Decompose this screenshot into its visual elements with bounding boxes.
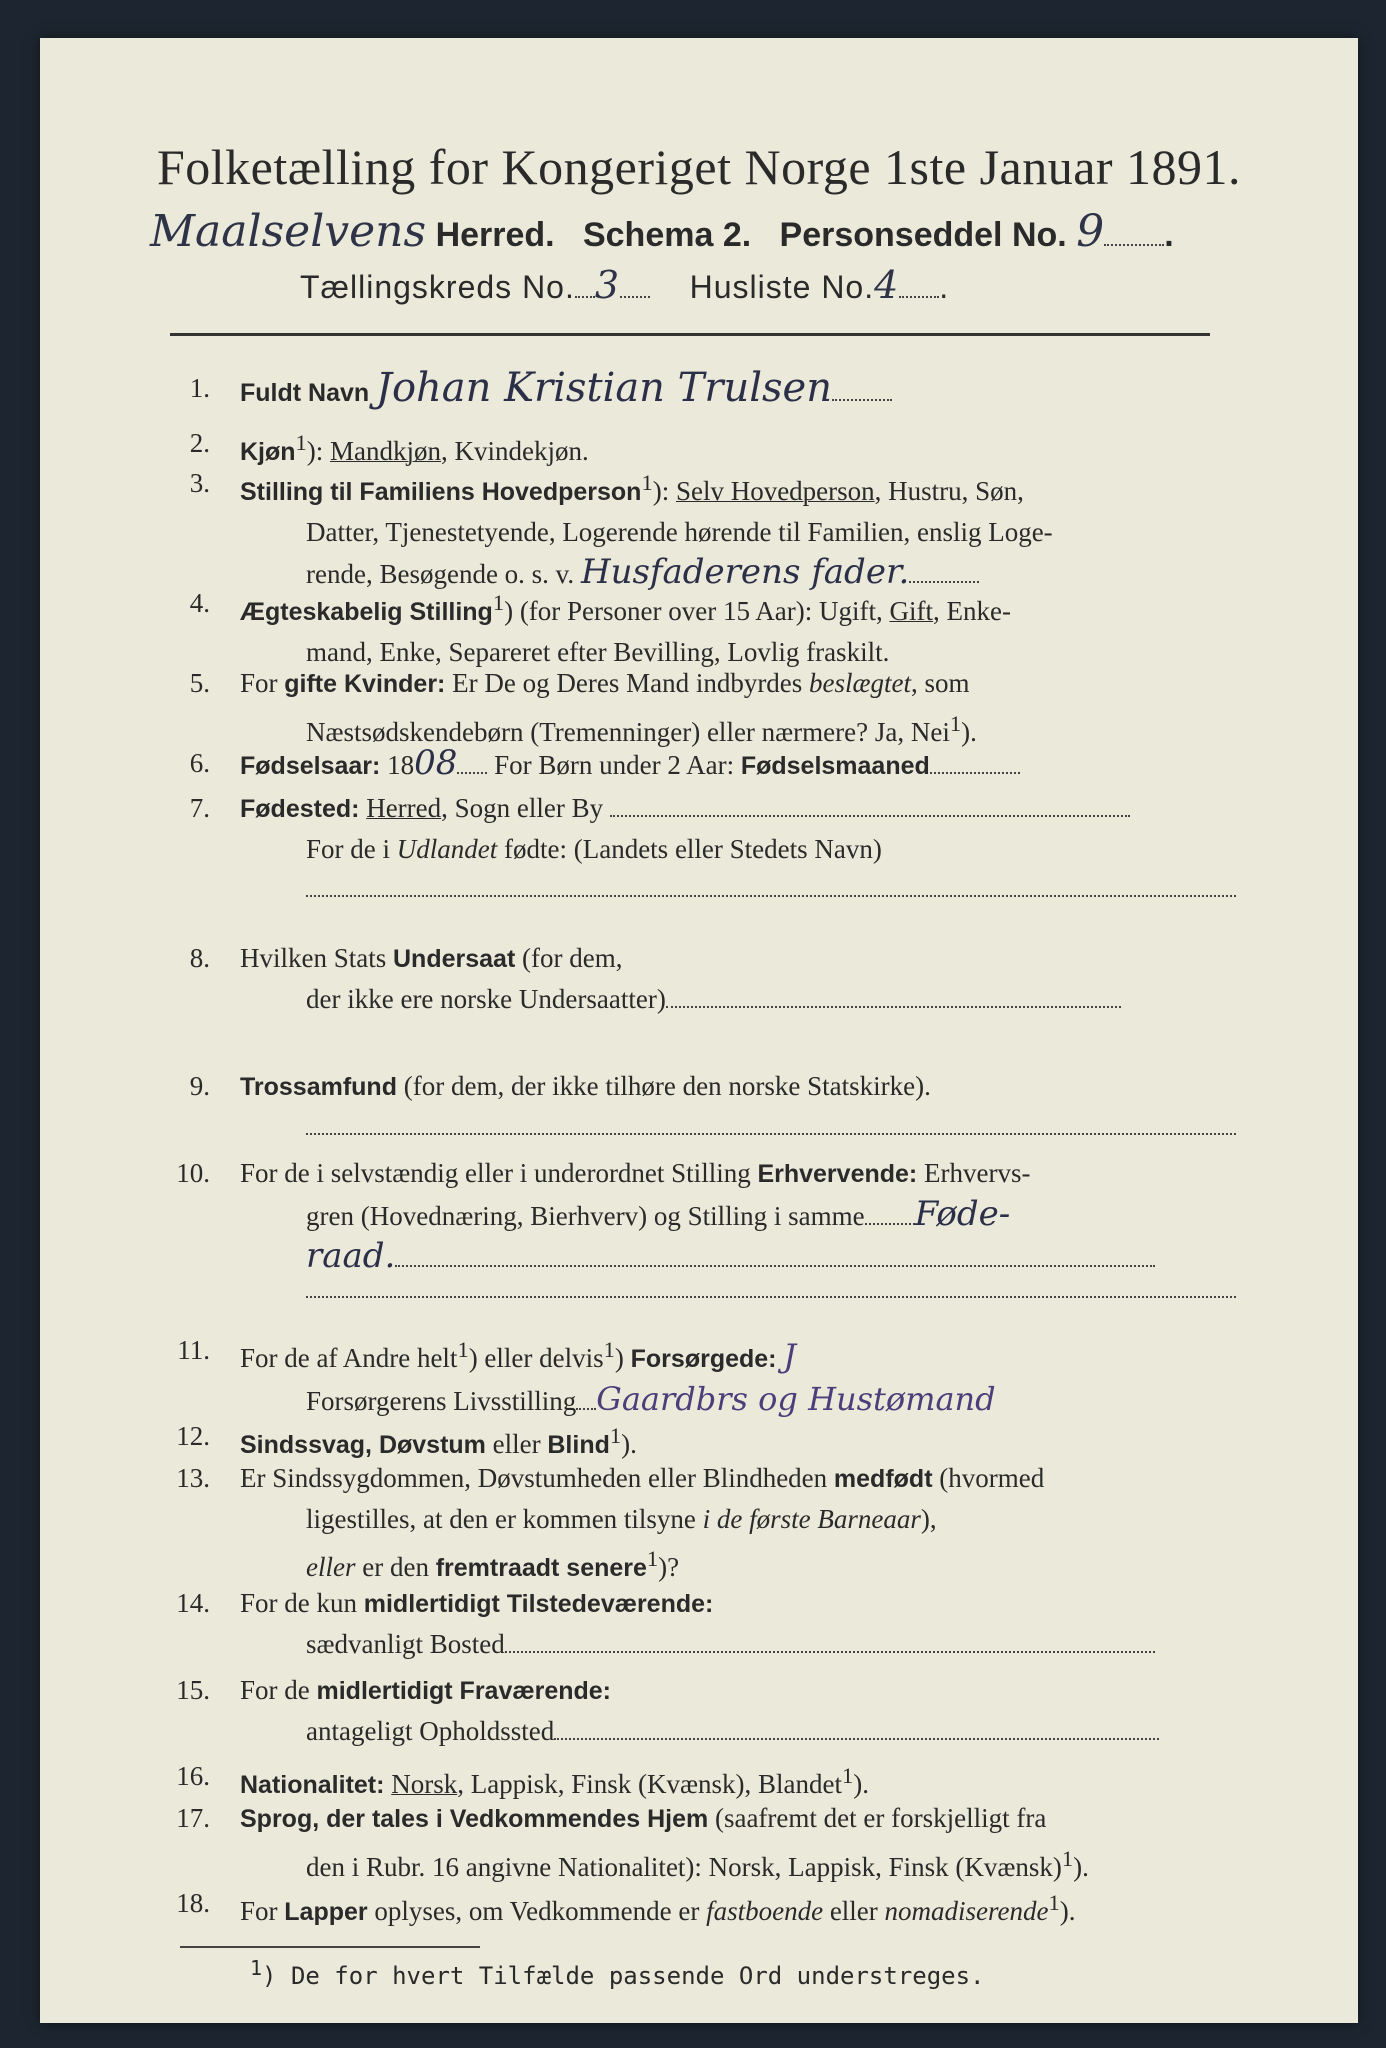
- occupation-value-2: raad.: [306, 1236, 396, 1276]
- gender-label: Kjøn: [240, 438, 296, 466]
- kreds-label: Tællingskreds No.: [300, 269, 575, 305]
- item-5: 5. For gifte Kvinder: Er De og Deres Mand indbyrdes beslægtet, som Næstsødskendebørn (Tremenninger) eller nærmere? Ja, Nei$^1$).: [189, 668, 977, 747]
- item-6: 6. Fødselsaar: 1808 For Børn under 2 Aar: Fødselsmaaned: [140, 743, 1250, 786]
- birth-year-value: 08: [414, 743, 458, 783]
- item-9: 9. Trossamfund (for dem, der ikke tilhøre den norske Statskirke).: [140, 1066, 1250, 1135]
- husliste-label: Husliste No.: [689, 269, 875, 305]
- footnote-rule: [180, 1946, 480, 1948]
- item-13: 13. Er Sindssygdommen, Døvstumheden eller Blindheden medfødt (hvormed ligestilles, at den er kommen tilsyne i de første Barneaar), eller er den fremtraadt senere$^1$)?: [176, 1463, 1045, 1582]
- personseddel-label: Personseddel No.: [779, 216, 1067, 254]
- item-1: 1. Fuldt Navn Johan Kristian Trulsen: [140, 368, 1250, 413]
- full-name-label: Fuldt Navn: [240, 379, 370, 407]
- supported-mark: J: [783, 1337, 797, 1375]
- item-18: 18. For Lapper oplyses, om Vedkommende er fastboende eller nomadiserende$^1$).: [176, 1888, 1076, 1926]
- item-12: 12. Sindssvag, Døvstum eller Blind$^1$).: [176, 1421, 637, 1459]
- position-value: Husfaderens fader.: [580, 552, 910, 592]
- item-8: 8. Hvilken Stats Undersaat (for dem, der ikke ere norske Undersaatter): [140, 938, 1250, 1019]
- husliste-number: 4: [874, 263, 900, 307]
- herred-handwritten: Maalselvens: [150, 206, 427, 257]
- item-4: 4. Ægteskabelig Stilling$^1$) (for Personer over 15 Aar): Ugift, Gift, Enke- mand, Enke, Separeret efter Bevilling, Lovlig fraskilt.: [189, 588, 1011, 667]
- gender-selected: Mandkjøn: [330, 436, 442, 466]
- item-15: 15. For de midlertidigt Fraværende: antageligt Opholdssted: [140, 1670, 1250, 1751]
- item-16: 16. Nationalitet: Norsk, Lappisk, Finsk (Kvænsk), Blandet$^1$).: [176, 1761, 869, 1799]
- subheader-line: Tællingskreds No. 3 Husliste No.4 .: [300, 263, 950, 307]
- item-2: 2. Kjøn$^1$): Mandkjøn, Kvindekjøn.: [189, 428, 589, 466]
- item-10: 10. For de i selvstændig eller i underordnet Stilling Erhvervende: Erhvervs- gren (Hovednæring, Bierhverv) og Stilling i samme Føde- raad.: [140, 1153, 1250, 1298]
- provider-occupation-value: Gaardbrs og Hustømand: [596, 1380, 996, 1418]
- item-11: 11. For de af Andre helt$^1$) eller delvis$^1$) Forsørgede: J Forsørgerens Livsstilling Gaardbrs og Hustømand: [177, 1335, 996, 1418]
- header-line: Maalselvens Herred. Schema 2. Personseddel No. 9 .: [150, 206, 1174, 257]
- header-rule: [170, 333, 1210, 336]
- item-7: 7. Fødested: Herred, Sogn eller By For de i Udlandet fødte: (Landets eller Stedets Navn): [140, 788, 1250, 897]
- schema-label: Schema 2.: [582, 216, 752, 254]
- full-name-value: Johan Kristian Trulsen: [375, 365, 832, 411]
- footnote: $^1$) De for hvert Tilfælde passende Ord understreges.: [250, 1956, 985, 1990]
- census-form: [40, 38, 1358, 2023]
- item-17: 17. Sprog, der tales i Vedkommendes Hjem (saafremt det er forskjelligt fra den i Rubr. 16 angivne Nationalitet): Norsk, Lappisk, Finsk (Kvænsk)$^1$).: [176, 1803, 1089, 1882]
- item-3: 3. Stilling til Familiens Hovedperson$^1$): Selv Hovedperson, Hustru, Søn, Datter, Tjenestetyende, Logerende hørende til Familien, enslig Loge- rende, Besøgende o. s. v. Husfaderens fader.: [189, 468, 1053, 592]
- item-14: 14. For de kun midlertidigt Tilstedeværende: sædvanligt Bosted: [140, 1583, 1250, 1664]
- form-title: Folketælling for Kongeriget Norge 1ste Januar 1891.: [156, 139, 1242, 195]
- kreds-number: 3: [594, 263, 621, 307]
- personseddel-number: 9: [1076, 206, 1105, 257]
- occupation-value-1: Føde-: [914, 1194, 1011, 1234]
- herred-label: Herred.: [435, 216, 555, 254]
